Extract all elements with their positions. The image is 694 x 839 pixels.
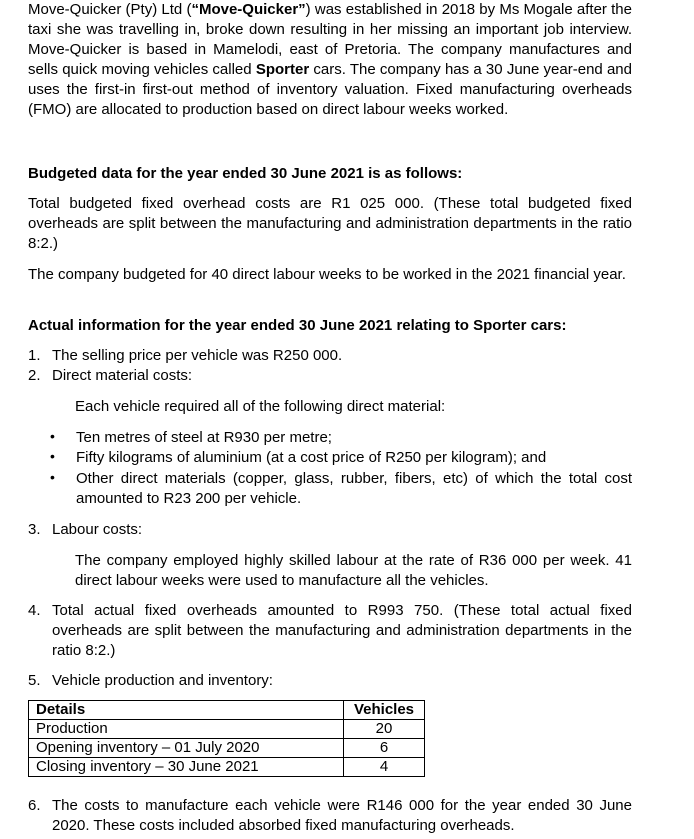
table-cell-detail: Production	[29, 720, 344, 739]
intro-text-part1: Move-Quicker (Pty) Ltd (	[28, 1, 192, 18]
list-item-text: The selling price per vehicle was R250 000.	[52, 347, 343, 364]
list-item-number: 3.	[28, 521, 41, 538]
table-header-vehicles: Vehicles	[344, 701, 425, 720]
budget-heading: Budgeted data for the year ended 30 June 2021 is as follows:	[28, 165, 463, 182]
product-name: Sporter	[255, 61, 310, 78]
list-item	[28, 520, 632, 540]
bullet-text: Ten metres of steel at R930 per metre;	[76, 429, 332, 446]
material-intro: Each vehicle required all of the following direct material:	[75, 398, 446, 415]
list-item	[28, 346, 632, 366]
bullet-item	[28, 428, 632, 448]
actual-heading: Actual information for the year ended 30 June 2021 relating to Sporter cars:	[28, 317, 567, 334]
list-item	[28, 601, 632, 661]
list-item-number: 6.	[28, 797, 41, 814]
list-item-number: 4.	[28, 602, 41, 619]
list-item	[28, 796, 632, 836]
budget-paragraph-2: The company budgeted for 40 direct labour weeks to be worked in the 2021 financial year.	[28, 266, 626, 283]
budget-paragraph-1: Total budgeted fixed overhead costs are R1 025 000. (These total budgeted fixed overheads are split between the manufacturing and administration departments in the ratio 8:2.)	[28, 195, 632, 252]
table-cell-vehicles: 20	[344, 720, 425, 739]
table-cell-detail: Closing inventory – 30 June 2021	[29, 758, 344, 777]
table-row	[29, 739, 425, 758]
bullet-symbol: •	[50, 469, 55, 485]
list-item-text: Total actual fixed overheads amounted to R993 750. (These total actual fixed overheads are split between the manufacturing and administration departments in the ratio 8:2.)	[52, 602, 632, 659]
bullet-symbol: •	[50, 428, 55, 444]
inventory-table	[28, 700, 425, 777]
intro-paragraph	[28, 0, 632, 120]
labour-text: The company employed highly skilled labour at the rate of R36 000 per week. 41 direct labour weeks were used to manufacture all the vehicles.	[75, 552, 632, 589]
list-item-number: 5.	[28, 672, 41, 689]
table-cell-detail: Opening inventory – 01 July 2020	[29, 739, 344, 758]
list-item-text: Direct material costs:	[52, 367, 193, 384]
table-cell-vehicles: 6	[344, 739, 425, 758]
bullet-text: Fifty kilograms of aluminium (at a cost price of R250 per kilogram); and	[76, 449, 547, 466]
table-header-details: Details	[29, 701, 344, 720]
table-row	[29, 720, 425, 739]
table-row	[29, 758, 425, 777]
list-item-number: 1.	[28, 347, 41, 364]
list-item	[28, 671, 632, 691]
bullet-symbol: •	[50, 448, 55, 464]
bullet-item	[28, 448, 632, 468]
bullet-text: Other direct materials (copper, glass, rubber, fibers, etc) of which the total cost amounted to R23 200 per vehicle.	[76, 470, 632, 507]
list-item	[28, 366, 632, 386]
list-item-number: 2.	[28, 367, 41, 384]
list-item-text: Labour costs:	[52, 521, 143, 538]
table-header-row	[29, 701, 425, 720]
bullet-item	[28, 469, 632, 509]
table-cell-vehicles: 4	[344, 758, 425, 777]
intro-text-part2: ) was established in 2018 by Ms Mogale after the taxi she was travelling in, broke down resulting in her missing an important job interview. Move-Quicker is based in Mamelodi, east of Pretoria. The company manufactures and sells quick moving vehicles called	[28, 1, 632, 78]
list-item-text: The costs to manufacture each vehicle were R146 000 for the year ended 30 June 2020. These costs included absorbed fixed manufacturing overheads.	[52, 797, 632, 834]
list-item-text: Vehicle production and inventory:	[52, 672, 273, 689]
intro-text-part3: cars. The company has a 30 June year-end and uses the first-in first-out method of inventory valuation. Fixed manufacturing overheads (FMO) are allocated to production based on direct labour weeks worked.	[28, 61, 632, 118]
company-short-name: “Move-Quicker”	[191, 1, 306, 18]
